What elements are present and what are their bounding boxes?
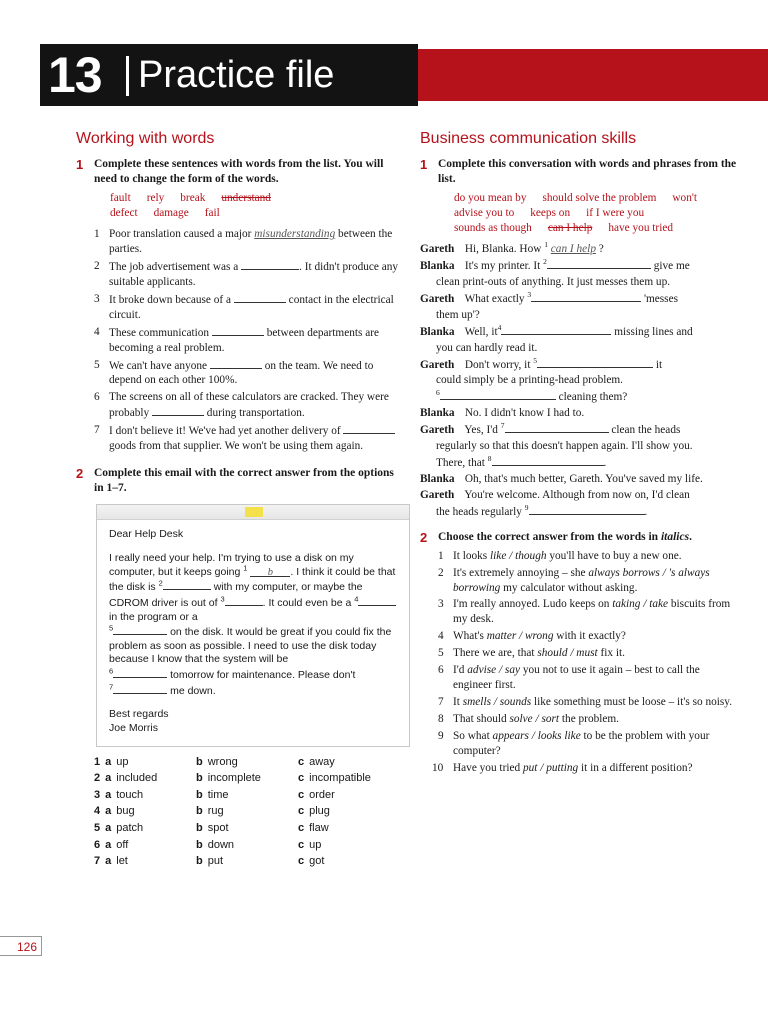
option-b[interactable]: spot (207, 822, 229, 834)
email-text: I really need your help. I'm trying to use a disk on my computer, but it keeps going (109, 551, 354, 578)
item-text: goods from that supplier. We won't be using them again. (109, 440, 364, 453)
list-item (76, 292, 404, 323)
option-c[interactable]: up (309, 838, 322, 851)
list-item (420, 566, 740, 596)
dialog-line (420, 439, 740, 454)
item-text: It broke down because of a (109, 293, 234, 306)
dialog-line (420, 341, 740, 356)
option-a[interactable]: included (116, 772, 158, 785)
item-text: with it exactly? (553, 630, 626, 643)
answer-gap[interactable] (113, 683, 167, 694)
item-text: It (453, 695, 463, 708)
dialog-text: missing lines and (614, 325, 693, 338)
dialog-text: No. I didn't know I had to. (464, 407, 585, 420)
gap-number: 3 (527, 290, 532, 300)
option-c[interactable]: got (309, 855, 325, 868)
option-row: 6 a off b down c up (94, 838, 322, 851)
section-title-working-with-words: Working with words (76, 130, 215, 147)
email-paragraph (109, 552, 399, 698)
choice-options[interactable]: smells / sounds (462, 695, 532, 708)
header-divider (126, 56, 129, 96)
answer-gap[interactable] (505, 422, 609, 433)
header-red-band (418, 49, 768, 101)
answer-gap[interactable] (225, 595, 263, 606)
gap-number: 7 (500, 421, 505, 431)
dialog-line (420, 308, 740, 323)
exercise-number: 2 (76, 465, 84, 481)
dialog-text: clean the heads (611, 424, 681, 437)
dialog-line (420, 389, 740, 405)
gap-number: 5 (533, 355, 538, 365)
item-text: What's (453, 630, 487, 643)
gap-number: 1 (544, 240, 548, 250)
list-item (420, 597, 740, 627)
handwritten-answer: misunderstanding (254, 228, 336, 241)
choice-options[interactable]: like / though (490, 549, 547, 562)
item-number: 5 (438, 647, 444, 660)
choice-options[interactable]: solve / sort (509, 712, 560, 725)
word-list (76, 191, 404, 221)
options-table (94, 755, 404, 871)
speaker-name: Blanka (420, 407, 455, 420)
speaker-name: Gareth (420, 358, 455, 371)
answer-gap[interactable] (343, 423, 395, 434)
exercise-items (420, 549, 740, 776)
item-text: on the team. We need to depend on each other 100%. (109, 359, 374, 387)
dialog-text: you can hardly read it. (436, 341, 538, 354)
item-number: 2 (438, 566, 444, 579)
list-item (420, 629, 740, 644)
dialog-line (420, 275, 740, 290)
instruction-text: Complete this email with the correct answer from the options in 1–7. (94, 466, 394, 495)
gap-number: 6 (436, 388, 440, 398)
answer-gap[interactable] (234, 292, 286, 303)
option-row: 5 a patch b spot c flaw (94, 822, 329, 834)
exercise-items (76, 227, 404, 454)
email-text: . I think it could be that the disk is (109, 565, 396, 594)
item-text: it in a different position? (578, 761, 693, 774)
email-body (97, 520, 409, 745)
answer-gap[interactable] (152, 405, 204, 416)
list-item (76, 423, 404, 454)
dialog-text: could simply be a printing-head problem. (436, 374, 623, 387)
instruction-italic: italics (660, 530, 690, 543)
list-item (76, 227, 404, 257)
left-column (76, 128, 404, 871)
choice-options[interactable]: taking / take (612, 598, 669, 611)
exercise-number: 1 (420, 157, 428, 173)
list-item (76, 358, 404, 389)
phrase-item-used: can I help (547, 222, 593, 235)
email-text: on the disk. It would be great if you could fix the problem as soon as possible. I need to use the disk today because I know that the system will be (109, 626, 392, 666)
item-number: 5 (94, 358, 100, 371)
dialog-text: It's my printer. It (464, 260, 541, 273)
option-row: 4 a bug b rug c plug (94, 805, 330, 818)
dialog-text: cleaning them? (558, 391, 628, 404)
item-text: between the parties. (109, 228, 393, 256)
answer-gap[interactable] (547, 258, 651, 269)
option-b[interactable]: rug (207, 805, 224, 818)
handwritten-answer[interactable]: can I help (550, 243, 596, 256)
item-number: 4 (438, 630, 444, 643)
item-text: Poor translation caused a major (109, 228, 255, 241)
item-number: 9 (438, 729, 444, 742)
dialog-text: There, that (436, 456, 485, 469)
dialog-text: What exactly (464, 292, 525, 305)
option-a[interactable]: touch (116, 788, 144, 801)
email-signature: Joe Morris (109, 721, 159, 734)
dialog-line (420, 291, 740, 307)
dialog-text: give me (653, 260, 690, 273)
item-number: 1 (438, 549, 444, 562)
item-number: 8 (438, 712, 444, 725)
speaker-name: Gareth (420, 292, 455, 305)
instruction-text: Choose the correct answer from the words in (438, 530, 661, 543)
dialog-line (420, 357, 740, 373)
item-number: 7 (438, 695, 444, 708)
item-text: That should (453, 712, 510, 725)
dialog-text: regularly so that this doesn't happen again. I'll show you. (436, 440, 693, 453)
instruction-text: Complete these sentences with words from the list. You will need to change the form of the words. (94, 158, 384, 186)
word-item: fail (204, 207, 220, 220)
gap-number: 2 (158, 578, 163, 588)
phrase-item: keeps on (530, 207, 571, 220)
answer-gap[interactable] (501, 324, 611, 335)
email-tab (245, 507, 263, 517)
item-text: The job advertisement was a (109, 261, 242, 274)
list-item (420, 695, 740, 710)
dialog-text: Oh, that's much better, Gareth. You've saved my life. (464, 472, 703, 485)
word-item: damage (153, 207, 189, 220)
speaker-name: Blanka (420, 325, 455, 338)
answer-gap[interactable] (210, 358, 262, 369)
email-text: me down. (170, 684, 216, 697)
item-text: It looks (453, 549, 491, 562)
option-b[interactable]: incomplete (207, 772, 261, 785)
item-text: The screens on all of these calculators are cracked. They were probably (109, 391, 389, 420)
option-c[interactable]: order (309, 788, 335, 801)
item-text: So what (453, 729, 493, 742)
handwritten-answer[interactable]: b (250, 566, 290, 577)
item-number: 6 (438, 664, 444, 677)
gap-number: 8 (487, 454, 492, 464)
dialog-text: Hi, Blanka. How (464, 243, 542, 256)
answer-gap[interactable] (537, 357, 653, 368)
option-c[interactable]: flaw (309, 822, 329, 834)
item-number: 3 (438, 598, 444, 611)
speaker-name: Gareth (420, 243, 455, 256)
dialog-text: the heads regularly (436, 505, 522, 518)
word-item: fault (110, 192, 131, 205)
phrase-item: advise you to (454, 207, 515, 220)
dialog-text: clean print-outs of anything. It just messes them up. (436, 275, 671, 288)
exercise-number: 1 (76, 157, 84, 173)
item-text: I'm really annoyed. Ludo keeps on (453, 598, 613, 611)
word-item: defect (110, 207, 138, 220)
dialog-line (420, 472, 740, 487)
dialog-line (420, 406, 740, 421)
gap-number: 5 (109, 623, 114, 633)
gap-number: 9 (524, 502, 529, 512)
gap-number: 1 (243, 563, 248, 573)
dialog-line (420, 324, 740, 340)
answer-gap[interactable] (531, 291, 641, 302)
item-text: Have you tried (453, 761, 523, 774)
word-item: rely (146, 192, 165, 205)
option-a[interactable]: off (116, 838, 129, 851)
option-a[interactable]: up (116, 755, 129, 768)
gap-number: 7 (109, 682, 114, 692)
answer-gap[interactable] (241, 259, 299, 270)
item-text: during transportation. (203, 407, 305, 420)
list-item (420, 646, 740, 661)
item-text: I'd (453, 664, 468, 677)
choice-options[interactable]: advise / say (467, 664, 520, 677)
dialog-line (420, 488, 740, 503)
item-number: 2 (94, 260, 100, 273)
email-text: tomorrow for maintenance. Please don't (170, 669, 356, 682)
email-greeting: Dear Help Desk (109, 528, 184, 541)
phrase-item: won't (672, 192, 698, 205)
word-item: break (180, 192, 206, 205)
option-b[interactable]: time (207, 788, 229, 801)
item-number: 10 (432, 761, 444, 774)
chapter-number: 13 (48, 47, 102, 103)
answer-gap[interactable] (529, 504, 645, 515)
email-window (96, 504, 410, 746)
dialog-text: You're welcome. Although from now on, I'd clean (464, 488, 690, 501)
option-b[interactable]: wrong (207, 755, 238, 768)
option-a[interactable]: bug (116, 805, 135, 818)
exercise-instruction: 2 Choose the correct answer from the words in italics. (420, 529, 692, 545)
answer-gap[interactable] (113, 624, 167, 635)
section-title-business-communication: Business communication skills (420, 130, 637, 147)
email-signoff (109, 708, 399, 735)
dialog-text: Don't worry, it (464, 358, 531, 371)
chapter-title: Practice file (138, 54, 335, 96)
item-text: you not to use it again – best to call the engineer first. (453, 664, 700, 691)
speaker-name: Blanka (420, 260, 455, 273)
item-text: . It didn't produce any suitable applicants. (109, 261, 399, 288)
item-number: 4 (94, 325, 100, 338)
choice-options[interactable]: should / must (537, 647, 598, 660)
choice-options[interactable]: appears / looks like (492, 729, 581, 742)
item-text: biscuits from my desk. (453, 598, 731, 626)
dialog-line (420, 422, 740, 438)
phrase-item: sounds as though (454, 222, 532, 235)
item-text: contact in the electrical circuit. (109, 293, 394, 321)
option-b[interactable]: put (207, 855, 224, 868)
item-text: There we are, that (453, 647, 538, 660)
answer-gap[interactable] (113, 667, 167, 678)
email-regards: Best regards (109, 708, 169, 721)
instruction-text: Complete this conversation with words and phrases from the list. (438, 158, 737, 186)
dialog-text: 'messes (643, 292, 678, 305)
dialog-text: ? (598, 243, 604, 256)
choice-options[interactable]: matter / wrong (486, 630, 554, 643)
phrase-item: have you tried (608, 222, 673, 235)
chapter-header (0, 44, 768, 106)
phrase-item: should solve the problem (542, 192, 657, 205)
answer-gap[interactable] (212, 325, 264, 336)
item-text: These communication (109, 326, 212, 339)
dialog-line (420, 242, 740, 257)
gap-number: 4 (354, 594, 359, 604)
word-item-used: understand (221, 192, 271, 205)
email-text: in the program or a (109, 610, 198, 623)
item-text: I don't believe it! We've had yet another delivery of (109, 425, 344, 438)
option-c[interactable]: plug (309, 805, 330, 818)
email-titlebar (97, 505, 409, 520)
list-item (420, 712, 740, 727)
speaker-name: Blanka (420, 472, 455, 485)
exercise-instruction (76, 466, 404, 496)
gap-number: 3 (220, 594, 225, 604)
exercise-instruction (420, 157, 740, 187)
choice-options[interactable]: always borrows / 's always borrowing (453, 566, 710, 594)
dialog-line (420, 373, 740, 388)
dialog-line: the heads regularly $^9$ . (436, 502, 648, 518)
answer-gap[interactable] (440, 389, 556, 400)
item-text: like something must be loose – it's so noisy. (531, 695, 733, 708)
item-text: fix it. (597, 647, 625, 660)
gap-number: 2 (543, 257, 547, 267)
option-b[interactable]: down (207, 838, 235, 851)
item-text: my calculator without asking. (500, 581, 638, 594)
dialog-text: Well, it (464, 325, 498, 338)
conversation (420, 242, 740, 519)
item-text: the problem. (559, 712, 619, 725)
option-row: 1 a up b wrong c away (94, 755, 335, 768)
page-number: 126 (0, 936, 42, 956)
option-row: 3 a touch b time c order (94, 788, 335, 801)
item-number: 3 (94, 292, 100, 305)
item-text: We can't have anyone (109, 359, 210, 372)
speaker-name: Gareth (420, 488, 455, 501)
email-text: . It could even be a (262, 596, 352, 609)
item-number: 1 (94, 228, 100, 241)
exercise-instruction (76, 157, 404, 187)
dialog-text: Yes, I'd (464, 424, 498, 437)
list-item (76, 259, 404, 290)
gap-number: 6 (109, 666, 114, 676)
option-row: 2 a included b incomplete c incompatible (94, 772, 371, 785)
dialog-line: There, that $^8$ . (436, 454, 607, 469)
phrase-item: if I were you (586, 207, 645, 220)
item-number: 7 (94, 424, 100, 437)
list-item (76, 390, 404, 421)
choice-options[interactable]: put / putting (522, 761, 579, 774)
list-item (420, 761, 740, 776)
phrase-item: do you mean by (454, 192, 527, 205)
option-c[interactable]: away (309, 755, 335, 768)
phrase-list (420, 191, 740, 236)
list-item (420, 549, 740, 564)
email-text: with my computer, or maybe the CDROM driver is out of (109, 581, 363, 609)
dialog-line (420, 258, 740, 274)
answer-gap[interactable] (358, 595, 396, 606)
list-item (76, 325, 404, 356)
answer-gap[interactable] (492, 455, 604, 466)
option-a[interactable]: let (116, 855, 128, 868)
speaker-name: Gareth (420, 424, 455, 437)
option-a[interactable]: patch (116, 822, 144, 834)
gap-number: 4 (497, 322, 502, 332)
option-c[interactable]: incompatible (309, 772, 371, 785)
item-number: 6 (94, 391, 100, 404)
list-item (420, 729, 740, 759)
item-text: between departments are becoming a real problem. (109, 326, 380, 354)
right-column (420, 128, 740, 777)
list-item (420, 663, 740, 693)
dialog-text: them up'? (436, 308, 480, 321)
exercise-number: 2 (420, 529, 428, 545)
item-text: to be the problem with your computer? (453, 729, 710, 757)
dialog-text: it (655, 358, 663, 371)
item-text: you'll have to buy a new one. (546, 549, 682, 562)
answer-gap[interactable] (163, 579, 211, 590)
option-row: 7 a let b put c got (94, 855, 325, 868)
item-text: It's extremely annoying – she (453, 566, 589, 579)
